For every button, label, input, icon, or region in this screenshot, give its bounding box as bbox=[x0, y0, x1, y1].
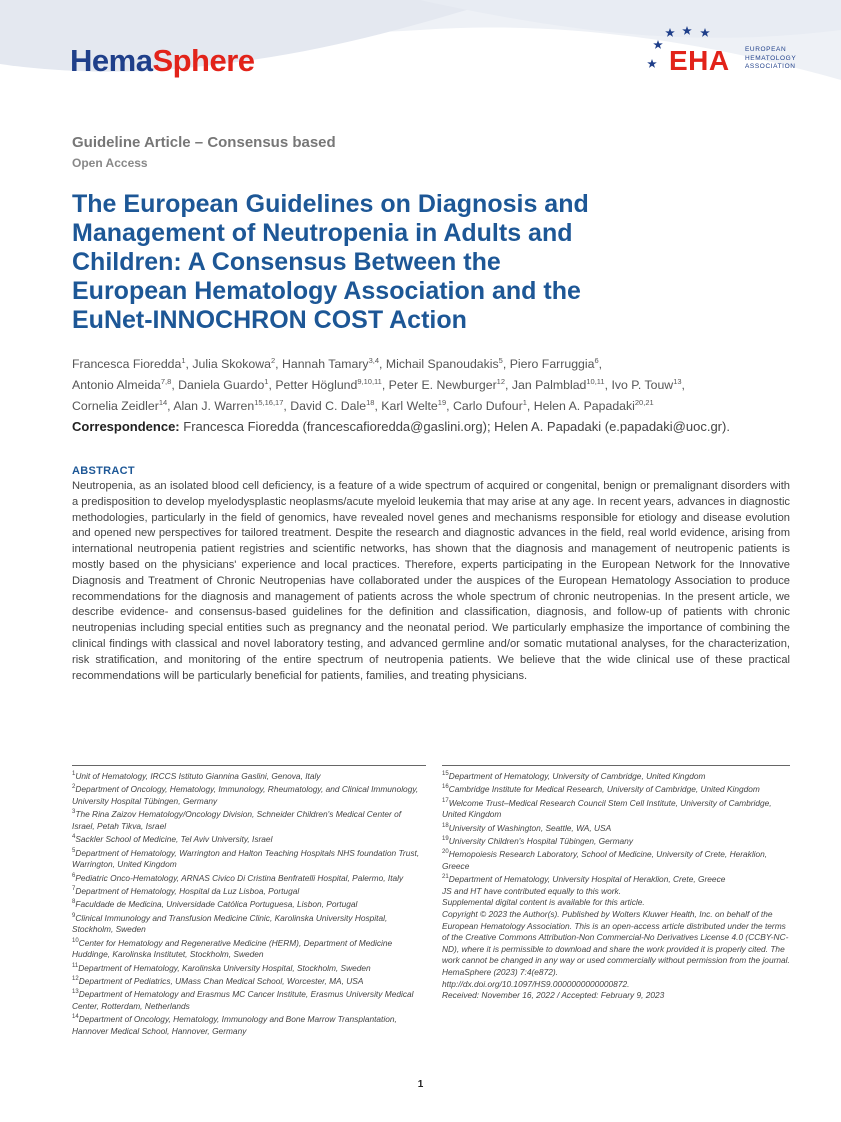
footnote-note: Supplemental digital content is available for this article. bbox=[442, 897, 645, 908]
footnote-item: $^{21}$Department of Hematology, University Hospital of Heraklion, Crete, Greece bbox=[442, 874, 726, 885]
footnote-item: $^{20}$Hemopoiesis Research Laboratory, School of Medicine, University of Crete, Heraklion, Greece bbox=[442, 849, 768, 871]
journal-logo: HemaSphere bbox=[70, 43, 255, 78]
page-number: 1 bbox=[417, 1079, 424, 1090]
affiliations-right bbox=[442, 769, 792, 1002]
footnote-item: $^{13}$Department of Hematology and Erasmus MC Cancer Institute, Erasmus University Medical Center, Rotterdam, Netherlands bbox=[72, 989, 414, 1011]
footnote-item: $^1$Unit of Hematology, IRCCS Istituto Giannina Gaslini, Genova, Italy bbox=[72, 770, 321, 781]
footnote-note: Received: November 16, 2022 / Accepted: February 9, 2023 bbox=[442, 990, 665, 1001]
footnote-item: $^{19}$University Children's Hospital Tübingen, Germany bbox=[442, 835, 633, 846]
correspondence: Correspondence: Francesca Fioredda (francescafioredda@gaslini.org); Helen A. Papadaki (e.papadaki@uoc.gr). bbox=[72, 419, 730, 434]
footnote-item: $^4$Sackler School of Medicine, Tel Aviv University, Israel bbox=[72, 834, 273, 845]
footnote-divider-right bbox=[442, 765, 790, 766]
footnote-item: $^{15}$Department of Hematology, University of Cambridge, United Kingdom bbox=[442, 770, 706, 781]
open-access-label: Open Access bbox=[72, 156, 148, 170]
abstract-text: Neutropenia, as an isolated blood cell deficiency, is a feature of a wide spectrum of acquired or congenital, benign or premalignant disorders with a predisposition to develop myelodysplastic neoplasms/acute myeloid leukemia that may arise at any age. In recent years, advances in diagnostic methodologies, particularly in the field of genomics, have revealed novel genes and mechanisms responsible for etiology and disease evolution and opened new perspectives for tailored treatment. Despite the research and diagnostic advances in the field, real world evidence, arising from international neutropenia patient registries and scientific networks, has shown that the diagnosis and management of neutropenic patients is mostly based on the physicians' experience and local practices. Therefore, experts participating in the European Network for the Innovative Diagnosis and Treatment of Chronic Neutropenias have collaborated under the auspices of the European Hematology Association to produce recommendations for the diagnosis and management of patients across the whole spectrum of chronic neutropenias. In the present article, we describe evidence- and consensus-based guidelines for the definition and classification, diagnosis, and follow-up of patients with chronic neutropenias including special entities such as pregnancy and the neonatal period. We particularly emphasize the importance of combining the clinical findings with classical and novel laboratory testing, and advanced germline and/or somatic mutational analyses, for the characterization, risk stratification, and monitoring of the entire spectrum of neutropenia patients. We believe that the wide clinical use of these practical recommendations will be particularly beneficial for patients, families, and treating physicians. bbox=[72, 480, 790, 682]
footnote-item: $^{16}$Cambridge Institute for Medical Research, University of Cambridge, United Kingdom bbox=[442, 784, 760, 795]
footnote-item: $^{10}$Center for Hematology and Regenerative Medicine (HERM), Department of Medicine Huddinge, Karolinska Institutet, Stockholm, Sweden bbox=[72, 937, 393, 960]
article-type: Guideline Article – Consensus based bbox=[72, 134, 336, 151]
footnote-note: Copyright © 2023 the Author(s). Published by Wolters Kluwer Health, Inc. on behalf of the European Hematology Association. This is an open-access article distributed under the terms of the Creative Commons Attribution-Non Commercial-No Derivatives License 4.0 (CCBY-NC-ND), where it is permissible to download and share the work provided it is properly cited. The work cannot be changed in any way or used commercially without permission from the journal. bbox=[442, 909, 790, 966]
footnote-item: $^{17}$Welcome Trust–Medical Research Council Stem Cell Institute, University of Cambridge, United Kingdom bbox=[442, 797, 772, 820]
footnote-item: $^9$Clinical Immunology and Transfusion Medicine Clinic, Karolinska University Hospital, Stockholm, Sweden bbox=[72, 912, 388, 935]
footnote-item: $^8$Faculdade de Medicina, Universidade Católica Portuguesa, Lisbon, Portugal bbox=[72, 899, 358, 910]
footnote-item: $^5$Department of Hematology, Warrington and Halton Teaching Hospitals NHS foundation Trust, Warrington, United Kingdom bbox=[72, 847, 420, 870]
abstract-heading: ABSTRACT bbox=[72, 465, 135, 477]
eha-acronym: EHA bbox=[669, 45, 730, 76]
footnote-item: $^{12}$Department of Pediatrics, UMass Chan Medical School, Worcester, MA, USA bbox=[72, 975, 364, 986]
footnote-item: $^7$Department of Hematology, Hospital da Luz Lisboa, Portugal bbox=[72, 885, 300, 896]
footnote-item: $^{11}$Department of Hematology, Karolinska University Hospital, Stockholm, Sweden bbox=[72, 962, 371, 973]
footnote-item: $^{14}$Department of Oncology, Hematology, Immunology and Bone Marrow Transplantation, Hannover Medical School, Hannover, Germany bbox=[72, 1014, 397, 1036]
footnote-item: $^3$The Rina Zaizov Hematology/Oncology Division, Schneider Children's Medical Center of Israel, Petah Tikva, Israel bbox=[72, 809, 402, 831]
footnote-item: $^{18}$University of Washington, Seattle, WA, USA bbox=[442, 822, 612, 833]
footnote-note: HemaSphere (2023) 7:4(e872). bbox=[442, 966, 558, 977]
article-title: The European Guidelines on Diagnosis and Management of Neutropenia in Adults and Children: A Consensus Between the European Hematology Association and the EuNet-INNOCHRON COST Action bbox=[72, 190, 589, 334]
footnote-note: http://dx.doi.org/10.1097/HS9.0000000000000872. bbox=[442, 978, 630, 989]
footnote-divider-left bbox=[72, 765, 426, 766]
eha-full-name: EUROPEAN HEMATOLOGY ASSOCIATION bbox=[745, 46, 797, 70]
eha-logo bbox=[642, 26, 797, 80]
affiliations-left bbox=[72, 769, 422, 1037]
footnote-note: JS and HT have contributed equally to this work. bbox=[442, 885, 622, 896]
footnote-item: $^6$Pediatric Onco-Hematology, ARNAS Civico Di Cristina Benfratelli Hospital, Palermo, Italy bbox=[72, 872, 404, 883]
author-list: Francesca Fioredda$^1$, Julia Skokowa$^2$, Hannah Tamary$^{3,4}$, Michail Spanoudakis$^5$, Piero Farruggia$^6$, Antonio Almeida$^{7,8}$, Daniela Guardo$^1$, Petter Höglund$^{9,10,11}$, Peter E. Newburger$^{12}$, Jan Palmblad$^{10,11}$, Ivo P. Touw$^{13}$, Cornelia Zeidler$^{14}$, Alan J. Warren$^{15,16,17}$, David C. Dale$^{18}$, Karl Welte$^{19}$, Carlo Dufour$^1$, Helen A. Papadaki$^{20,21}$ bbox=[72, 356, 685, 414]
footnote-item: $^2$Department of Oncology, Hematology, Immunology, Rheumatology, and Clinical Immunology, University Hospital Tübingen, Germany bbox=[72, 784, 419, 806]
